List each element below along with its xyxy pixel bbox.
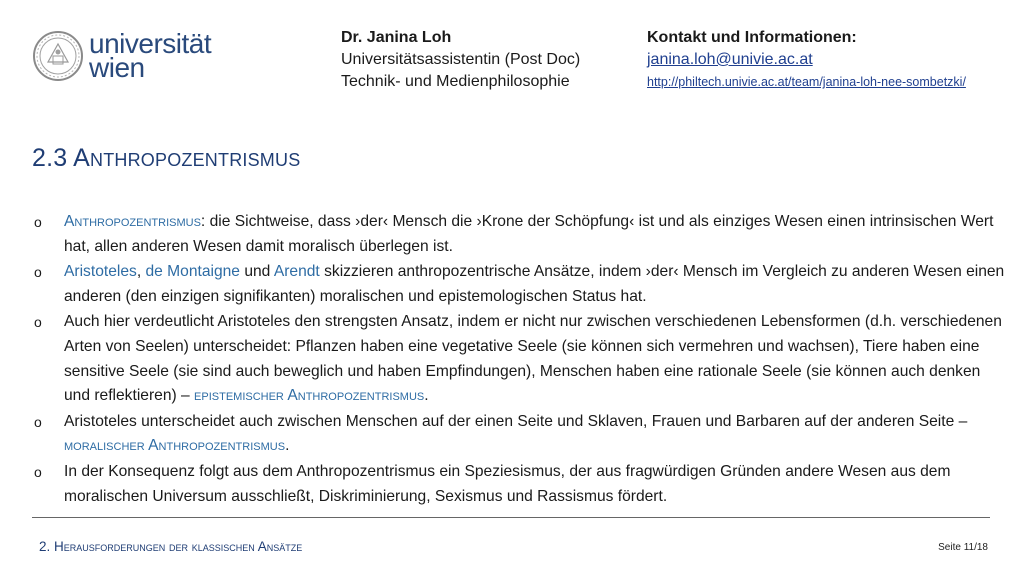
- bullet-icon: o: [34, 413, 42, 430]
- separator: und: [239, 263, 274, 281]
- logo-wordmark: [89, 28, 212, 83]
- name-montaigne: de Montaigne: [145, 263, 240, 281]
- bullet-icon: o: [34, 463, 42, 480]
- logo-line1: universität: [89, 28, 212, 59]
- footer-section: 2. Herausforderungen der klassischen Ansätze: [39, 539, 303, 554]
- list-item: [30, 210, 1005, 259]
- item-text: : die Sichtweise, dass ›der‹ Mensch die ›Krone der Schöpfung‹ ist und als einziges Wesen einen intrinsischen Wert hat, allen anderen Wesen damit moralisch überlegen ist.: [64, 213, 994, 255]
- footer-divider: [32, 517, 990, 518]
- list-item: [30, 410, 1005, 459]
- university-logo: [32, 30, 232, 94]
- author-name: Dr. Janina Loh: [341, 29, 452, 46]
- seal-icon: [32, 30, 84, 82]
- website-link[interactable]: http://philtech.univie.ac.at/team/janina-loh-nee-sombetzki/: [647, 75, 966, 89]
- name-aristoteles: Aristoteles: [64, 263, 137, 281]
- list-item: [30, 310, 1005, 408]
- author-position: Universitätsassistentin (Post Doc): [341, 51, 581, 68]
- bullet-list: [30, 210, 1005, 510]
- bullet-icon: o: [34, 264, 42, 281]
- term: epistemischer Anthropozentrismus: [194, 387, 425, 405]
- bullet-icon: o: [34, 214, 42, 230]
- separator: ,: [136, 263, 146, 281]
- list-item: [30, 460, 1005, 509]
- author-department: Technik- und Medienphilosophie: [341, 73, 570, 90]
- term: moralischer Anthropozentrismus: [64, 437, 286, 455]
- contact-heading: Kontakt und Informationen:: [647, 29, 857, 46]
- term: Anthropozentrismus: [64, 213, 201, 230]
- item-text: In der Konsequenz folgt aus dem Anthropozentrismus ein Speziesismus, der aus fragwürdigen Gründen andere Wesen aus dem moralischen Universum ausschließt, Diskriminierung, Sexismus und Rassismus fördert.: [64, 462, 951, 505]
- item-end: .: [285, 437, 290, 455]
- author-info: [341, 27, 580, 93]
- item-text: Aristoteles unterscheidet auch zwischen Menschen auf der einen Seite und Sklaven, Frauen und Barbaren auf der anderen Seite –: [64, 412, 968, 430]
- list-item: [30, 260, 1005, 309]
- name-arendt: Arendt: [273, 263, 320, 281]
- item-text: skizzieren anthropozentrische Ansätze, indem ›der‹ Mensch im Vergleich zu anderen Wesen einen anderen (den einzigen signifikanten) moralischen und epistemologischen Status hat.: [64, 263, 1005, 305]
- logo-line2: wien: [89, 52, 145, 83]
- page-number: Seite 11/18: [938, 542, 988, 553]
- bullet-icon: o: [34, 314, 42, 331]
- email-link[interactable]: janina.loh@univie.ac.at: [647, 51, 813, 68]
- item-end: .: [424, 387, 429, 405]
- contact-info: [647, 27, 966, 93]
- item-text: Auch hier verdeutlicht Aristoteles den strengsten Ansatz, indem er nicht nur zwischen verschiedenen Lebensformen (d.h. verschiedenen Arten von Seelen) unterscheidet: Pflanzen haben eine vegetative Seele (sie können sich vermehren und wachsen), Tiere haben eine sensitive Seele (sie sind auch beweglich und haben Empfindungen), Menschen haben eine rationale Seele (sie können auch denken und reflektieren) –: [64, 313, 1002, 405]
- slide-title: 2.3 Anthropozentrismus: [32, 144, 301, 172]
